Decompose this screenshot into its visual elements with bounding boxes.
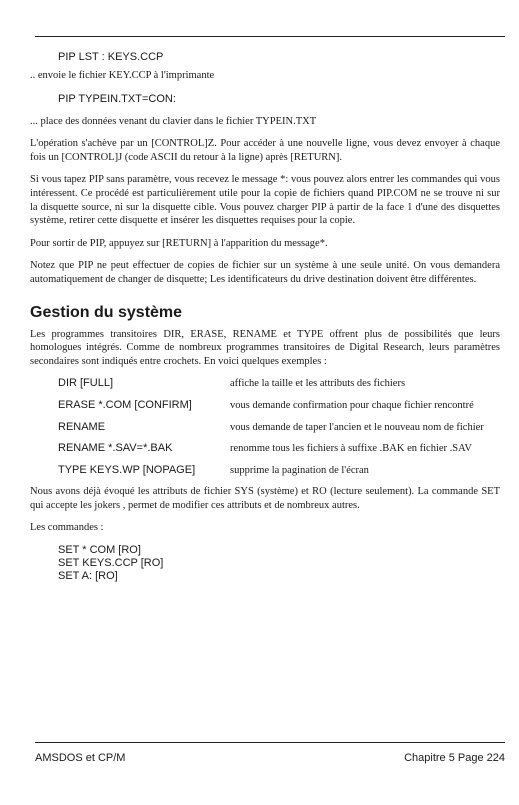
set-command: SET A: [RO] [58,570,118,583]
command-cell: ERASE *.COM [CONFIRM] [58,398,192,411]
table-row [58,421,500,443]
description-cell: vous demande de taper l'ancien et le nouveau nom de fichier [230,421,484,433]
set-commands [58,544,500,583]
section-heading: Gestion du système [30,303,183,321]
table-row [58,442,500,464]
paragraph: ... place des données venant du clavier dans le fichier TYPEIN.TXT [30,115,317,127]
command-table [58,377,500,485]
description-cell: supprime la pagination de l'écran [230,464,369,476]
command-cell: RENAME *.SAV=*.BAK [58,442,173,455]
paragraph: .. envoie le fichier KEY.CCP à l'imprimante [30,70,215,81]
paragraph: L'opération s'achève par un [CONTROL]Z. Pour accéder à une nouvelle ligne, vous devez envoyer à chaque fois un [CONTROL]J (code ASCII du retour à la ligne) après [RETURN]. [30,138,500,163]
description-cell: affiche la taille et les attributs des fichiers [230,378,406,390]
command-cell: TYPE KEYS.WP [NOPAGE] [58,463,196,476]
paragraph: Notez que PIP ne peut effectuer de copies de fichier sur un système à une seule unité. On vous demandera automatiquement de changer de disquette; Les identificateurs du drive destination doivent être différentes. [30,260,500,285]
paragraph: Les programmes transitoires DIR, ERASE, RENAME et TYPE offrent plus de possibilités que leurs homologues intégrés. Comme de nombreux programmes transitoires de Digital Research, leurs paramètres secondaires sont indiqués entre crochets. En voici quelques exemples : [30,328,500,367]
command-cell: DIR [FULL] [58,377,114,390]
set-command: SET * COM [RO] [58,544,141,557]
table-row [58,377,500,399]
footer-page-number: Chapitre 5 Page 224 [404,752,505,764]
bottom-rule [35,742,505,743]
description-cell: vous demande confirmation pour chaque fichier rencontré [230,399,474,411]
table-row [58,399,500,421]
paragraph: Nous avons déjà évoqué les attributs de fichier SYS (système) et RO (lecture seulement). La commande SET qui accepte les jokers , permet de modifier ces attributs et de nombreux autres. [30,486,500,511]
set-command: SET KEYS.CCP [RO] [58,557,164,570]
paragraph: Si vous tapez PIP sans paramètre, vous recevez le message *: vous pouvez alors entrer les commandes qui vous intéressent. Ce procédé est particulièrement utile pour la copie de fichiers quand PIP.COM ne se trouve ni sur la disquette source, ni sur la disquette cible. Vous pouvez charger PIP à partir de la face 1 d'une des disquettes système, retirer cette disquette et insérer les disquettes requises pour la copie. [30,174,500,227]
description-cell: renomme tous les fichiers à suffixe .BAK en fichier .SAV [230,443,472,455]
page-content [30,50,500,583]
top-rule [35,36,505,37]
command-example: PIP LST : KEYS.CCP [58,51,164,63]
paragraph: Les commandes : [30,522,104,534]
table-row [58,464,500,486]
footer-book-title: AMSDOS et CP/M [35,752,126,764]
command-cell: RENAME [58,420,106,433]
paragraph: Pour sortir de PIP, appuyez sur [RETURN] à l'apparition du message*. [30,237,328,249]
command-example: PIP TYPEIN.TXT=CON: [58,92,176,105]
